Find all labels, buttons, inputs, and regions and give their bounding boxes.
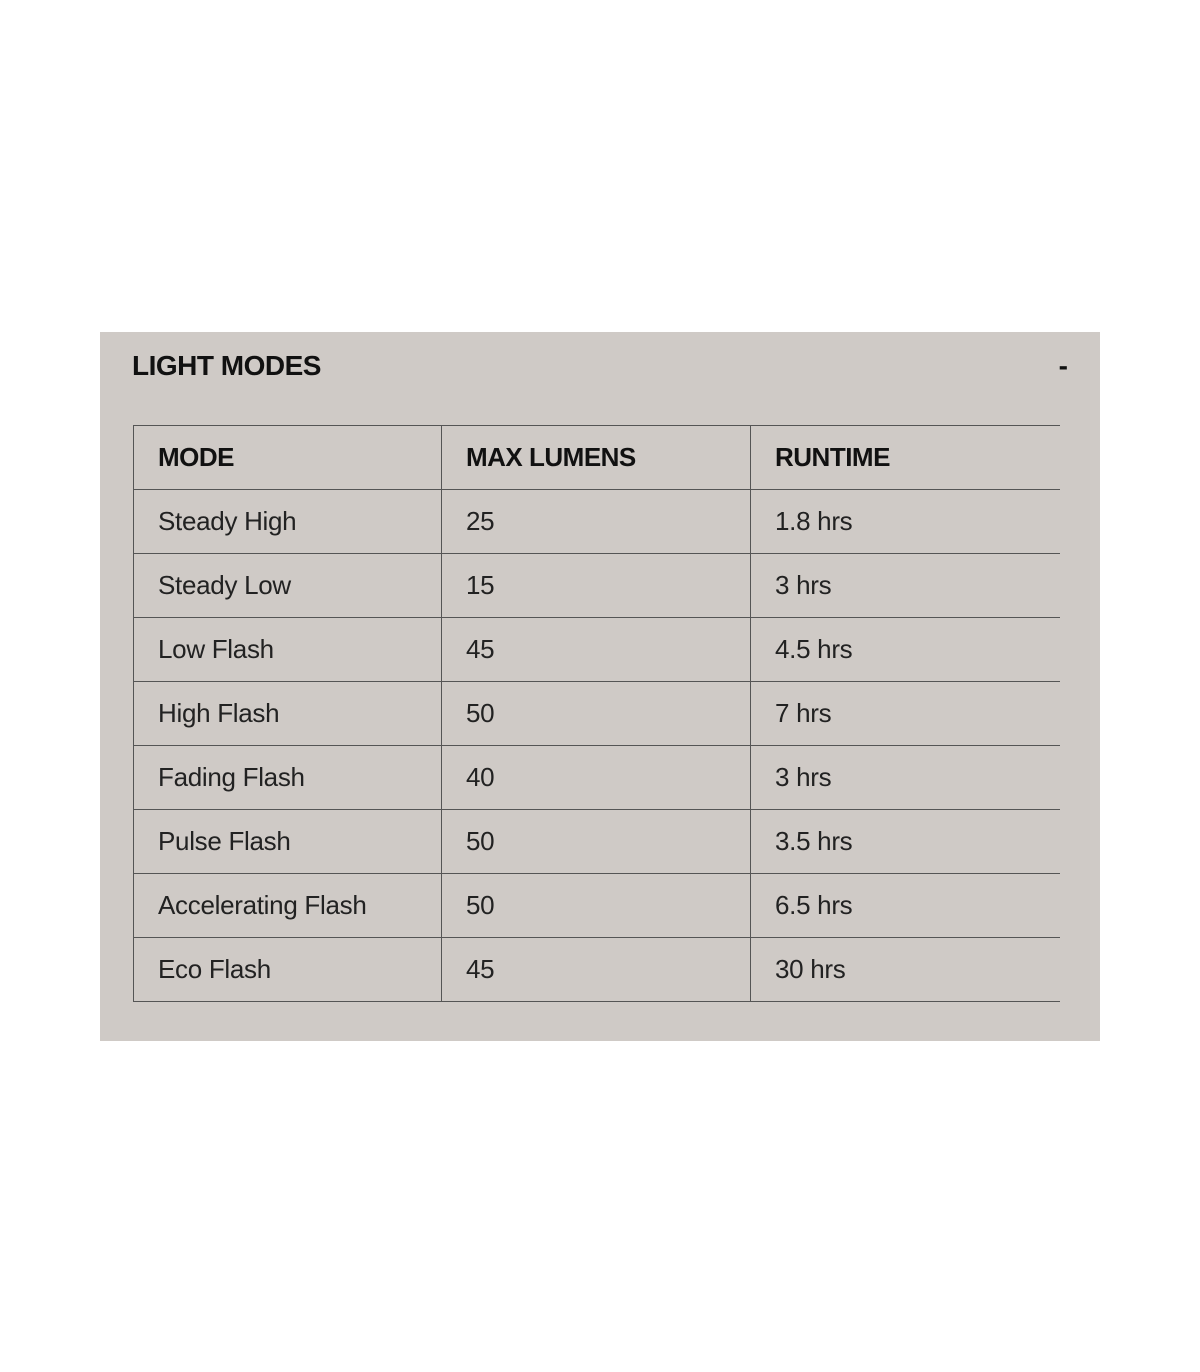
runtime-cell: 3 hrs: [751, 746, 1060, 810]
max-lumens-cell: 50: [442, 682, 751, 746]
table-header-row: [134, 426, 1060, 490]
max-lumens-cell: 40: [442, 746, 751, 810]
runtime-cell: 1.8 hrs: [751, 490, 1060, 554]
runtime-cell: 3.5 hrs: [751, 810, 1060, 874]
mode-cell: Steady Low: [134, 554, 442, 618]
collapse-toggle-icon[interactable]: -: [1058, 350, 1068, 381]
column-header-max-lumens: MAX LUMENS: [442, 426, 751, 490]
mode-cell: Eco Flash: [134, 938, 442, 1002]
max-lumens-cell: 50: [442, 874, 751, 938]
panel-title: LIGHT MODES: [132, 350, 321, 381]
table-row: [134, 682, 1060, 746]
light-modes-table: [133, 425, 1060, 1002]
mode-cell: Fading Flash: [134, 746, 442, 810]
runtime-cell: 4.5 hrs: [751, 618, 1060, 682]
max-lumens-cell: 50: [442, 810, 751, 874]
max-lumens-cell: 45: [442, 938, 751, 1002]
max-lumens-cell: 25: [442, 490, 751, 554]
mode-cell: Pulse Flash: [134, 810, 442, 874]
table-row: [134, 746, 1060, 810]
column-header-mode: MODE: [134, 426, 442, 490]
table-row: [134, 490, 1060, 554]
panel-header[interactable]: [132, 346, 1068, 386]
table-row: [134, 554, 1060, 618]
mode-cell: Accelerating Flash: [134, 874, 442, 938]
runtime-cell: 7 hrs: [751, 682, 1060, 746]
runtime-cell: 6.5 hrs: [751, 874, 1060, 938]
mode-cell: Steady High: [134, 490, 442, 554]
table-row: [134, 618, 1060, 682]
table-row: [134, 938, 1060, 1002]
column-header-runtime: RUNTIME: [751, 426, 1060, 490]
runtime-cell: 30 hrs: [751, 938, 1060, 1002]
light-modes-panel: [100, 332, 1100, 1041]
mode-cell: High Flash: [134, 682, 442, 746]
mode-cell: Low Flash: [134, 618, 442, 682]
table-row: [134, 874, 1060, 938]
runtime-cell: 3 hrs: [751, 554, 1060, 618]
max-lumens-cell: 15: [442, 554, 751, 618]
table-row: [134, 810, 1060, 874]
max-lumens-cell: 45: [442, 618, 751, 682]
